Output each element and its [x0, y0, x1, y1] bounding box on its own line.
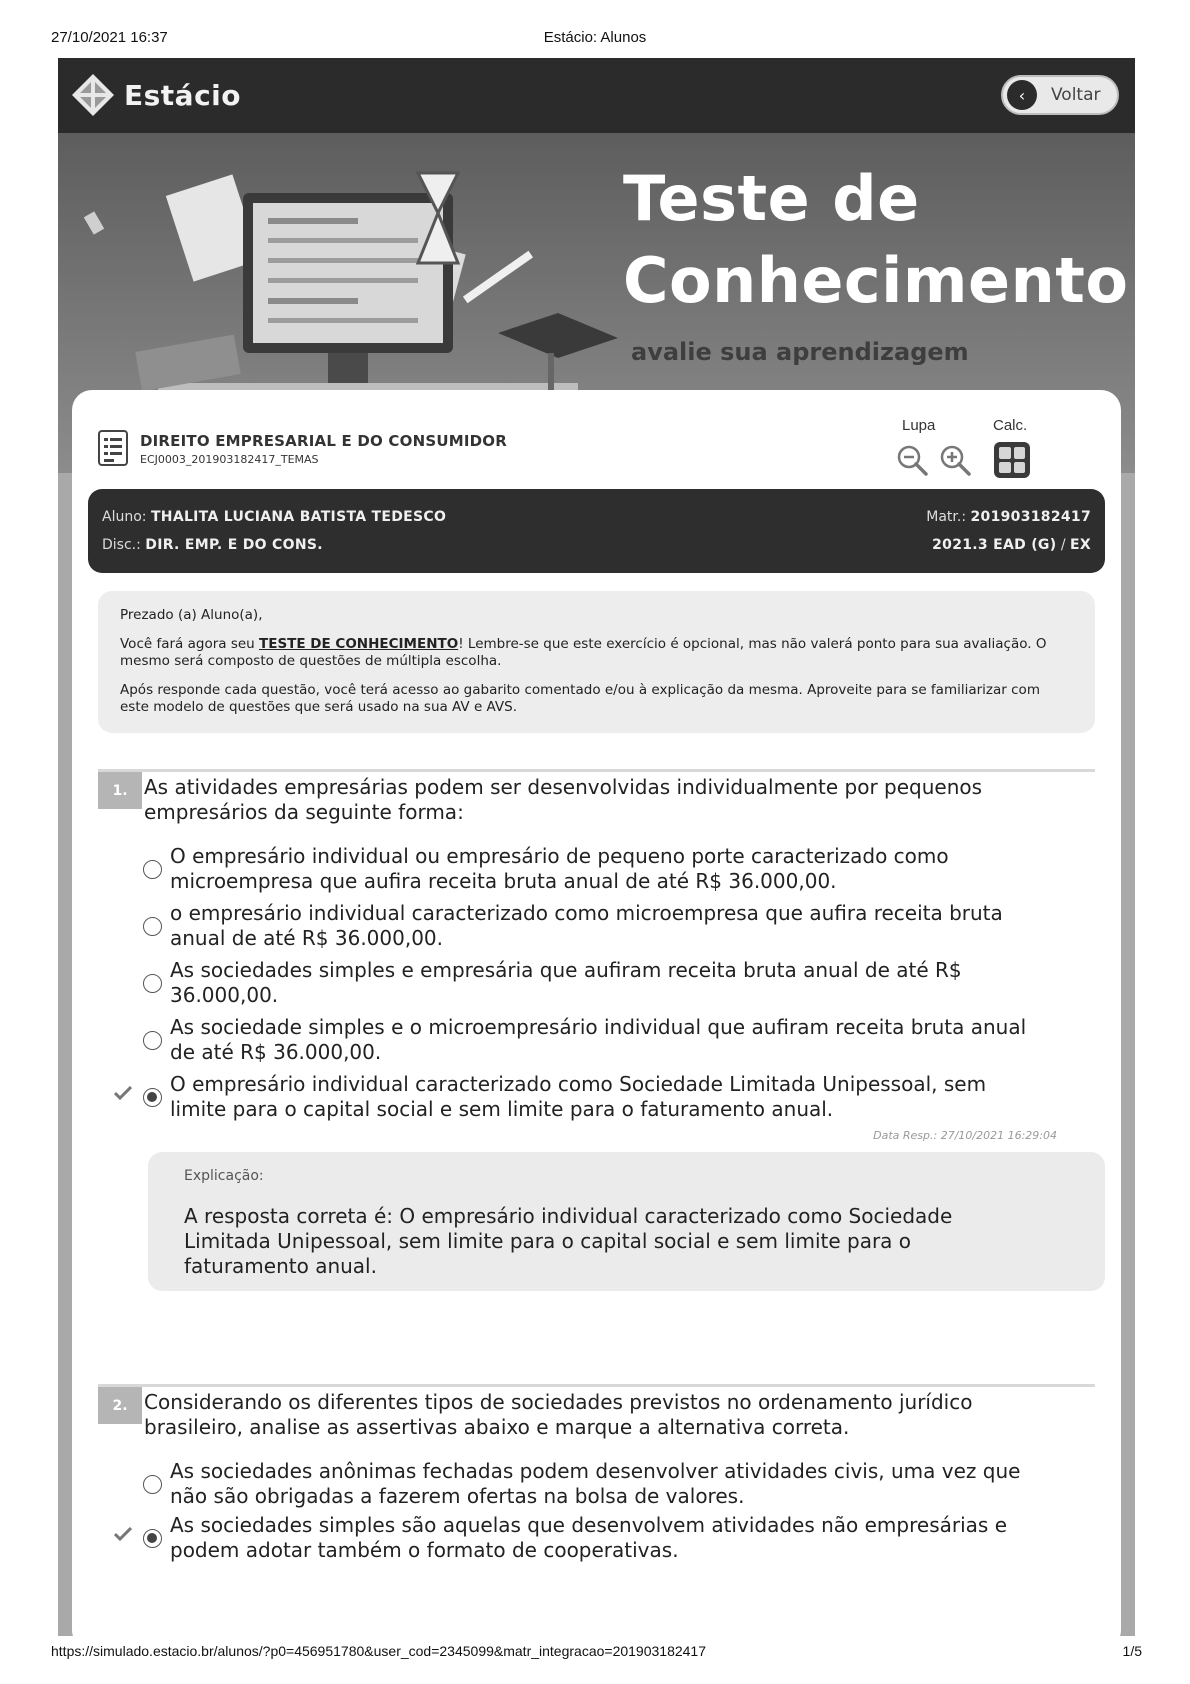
calc-label: Calc. [993, 417, 1028, 434]
content-card [72, 390, 1121, 1636]
banner-title [623, 158, 1128, 322]
course-title: DIREITO EMPRESARIAL E DO CONSUMIDOR [140, 432, 507, 450]
logo-text: Estácio [124, 78, 242, 112]
option-text: As sociedades simples são aquelas que desenvolvem atividades não empresárias e podem adotar também o formato de cooperativas. [170, 1513, 1007, 1562]
answer-option[interactable] [98, 958, 1095, 1010]
radio-button[interactable] [143, 1031, 162, 1050]
answer-option[interactable] [98, 1459, 1095, 1511]
registration-field: Matr.: 201903182417 [926, 509, 1091, 525]
option-text: O empresário individual caracterizado como Sociedade Limitada Unipessoal, sem limite para o capital social e sem limite para o faturamento anual. [170, 1072, 987, 1121]
period-type: EX [1070, 537, 1091, 553]
print-header [0, 29, 1190, 51]
answer-option-selected[interactable] [98, 1072, 1095, 1124]
notice-emphasis: TESTE DE CONHECIMENTO [259, 636, 459, 652]
student-name-field: Aluno: THALITA LUCIANA BATISTA TEDESCO [102, 509, 447, 525]
question-1 [98, 769, 1095, 1289]
notice-paragraph-2: Após responde cada questão, você terá acesso ao gabarito comentado e/ou à explicação da mesma. Aproveite para se familiarizar com este modelo de questões que será usado na sua AV e AVS. [120, 682, 1040, 715]
print-page-title: Estácio: Alunos [543, 29, 647, 46]
notice-greeting: Prezado (a) Aluno(a), [120, 607, 263, 623]
registration-number: 201903182417 [970, 509, 1091, 525]
answer-option-selected[interactable] [98, 1513, 1095, 1565]
radio-button[interactable] [143, 1475, 162, 1494]
zoom-in-icon[interactable] [938, 443, 972, 477]
checkmark-icon [114, 1527, 132, 1541]
instructions-notice [98, 591, 1095, 733]
question-text: Considerando os diferentes tipos de sociedades previstos no ordenamento jurídico brasileiro, analise as assertivas abaixo e marque a alternativa correta. [144, 1390, 973, 1439]
radio-button-checked[interactable] [143, 1088, 162, 1107]
document-list-icon [98, 430, 128, 466]
back-button-label: Voltar [1051, 85, 1101, 105]
response-date: Data Resp.: 27/10/2021 16:29:04 [873, 1129, 1057, 1142]
question-2 [98, 1384, 1095, 1636]
notice-paragraph-1: Você fará agora seu TESTE DE CONHECIMENTO! Lembre-se que este exercício é opcional, mas não valerá ponto para sua avaliação. O mesmo será composto de questões de múltipla escolha. [120, 636, 1047, 669]
print-page-number: 1/5 [1122, 1643, 1142, 1659]
answer-option[interactable] [98, 901, 1095, 953]
answer-option[interactable] [98, 1015, 1095, 1067]
calculator-icon[interactable] [994, 442, 1030, 478]
option-text: O empresário individual ou empresário de pequeno porte caracterizado como microempresa que aufira receita bruta anual de até R$ 36.000,00. [170, 844, 949, 893]
banner-title-line2: Conhecimento [623, 244, 1129, 317]
back-button[interactable] [1001, 75, 1119, 115]
question-text: As atividades empresárias podem ser desenvolvidas individualmente por pequenos empresários da seguinte forma: [144, 775, 983, 824]
print-url: https://simulado.estacio.br/alunos/?p0=456951780&user_cod=2345099&matr_integracao=201903182417 [51, 1643, 706, 1659]
question-number: 1. [98, 772, 142, 809]
discipline-name: DIR. EMP. E DO CONS. [145, 537, 323, 553]
period-value: 2021.3 EAD (G) [932, 537, 1057, 553]
option-text: o empresário individual caracterizado como microempresa que aufira receita bruta anual de até R$ 36.000,00. [170, 901, 1003, 950]
checkmark-icon [114, 1086, 132, 1100]
top-navigation-bar [58, 58, 1135, 133]
print-datetime: 27/10/2021 16:37 [51, 29, 168, 46]
radio-button[interactable] [143, 860, 162, 879]
radio-button[interactable] [143, 917, 162, 936]
lupa-label: Lupa [902, 417, 936, 434]
discipline-field: Disc.: DIR. EMP. E DO CONS. [102, 537, 323, 553]
banner-title-line1: Teste de [623, 162, 920, 235]
page-frame [58, 58, 1135, 1636]
option-text: As sociedade simples e o microempresário individual que aufiram receita bruta anual de até R$ 36.000,00. [170, 1015, 1027, 1064]
question-number: 2. [98, 1387, 142, 1424]
estacio-logo-icon [70, 72, 116, 118]
period-field: 2021.3 EAD (G) / EX [932, 537, 1091, 553]
banner-subtitle: avalie sua aprendizagem [631, 338, 969, 366]
print-footer [0, 1643, 1190, 1665]
student-name: THALITA LUCIANA BATISTA TEDESCO [150, 509, 447, 525]
course-code: ECJ0003_201903182417_TEMAS [140, 453, 319, 466]
zoom-out-icon[interactable] [895, 443, 929, 477]
radio-button-checked[interactable] [143, 1529, 162, 1548]
chevron-left-icon: ‹ [1007, 80, 1037, 110]
option-text: As sociedades simples e empresária que aufiram receita bruta anual de até R$ 36.000,00. [170, 958, 962, 1007]
explanation-box [148, 1152, 1105, 1291]
estacio-logo[interactable] [70, 70, 241, 120]
explanation-text: A resposta correta é: O empresário individual caracterizado como Sociedade Limitada Unipessoal, sem limite para o capital social e sem limite para o faturamento anual. [184, 1204, 953, 1278]
radio-button[interactable] [143, 974, 162, 993]
answer-option[interactable] [98, 844, 1095, 896]
explanation-label: Explicação: [184, 1168, 264, 1184]
student-info-bar [88, 489, 1105, 573]
option-text: As sociedades anônimas fechadas podem desenvolver atividades civis, uma vez que não são obrigadas a fazerem ofertas na bolsa de valores. [170, 1459, 1021, 1508]
